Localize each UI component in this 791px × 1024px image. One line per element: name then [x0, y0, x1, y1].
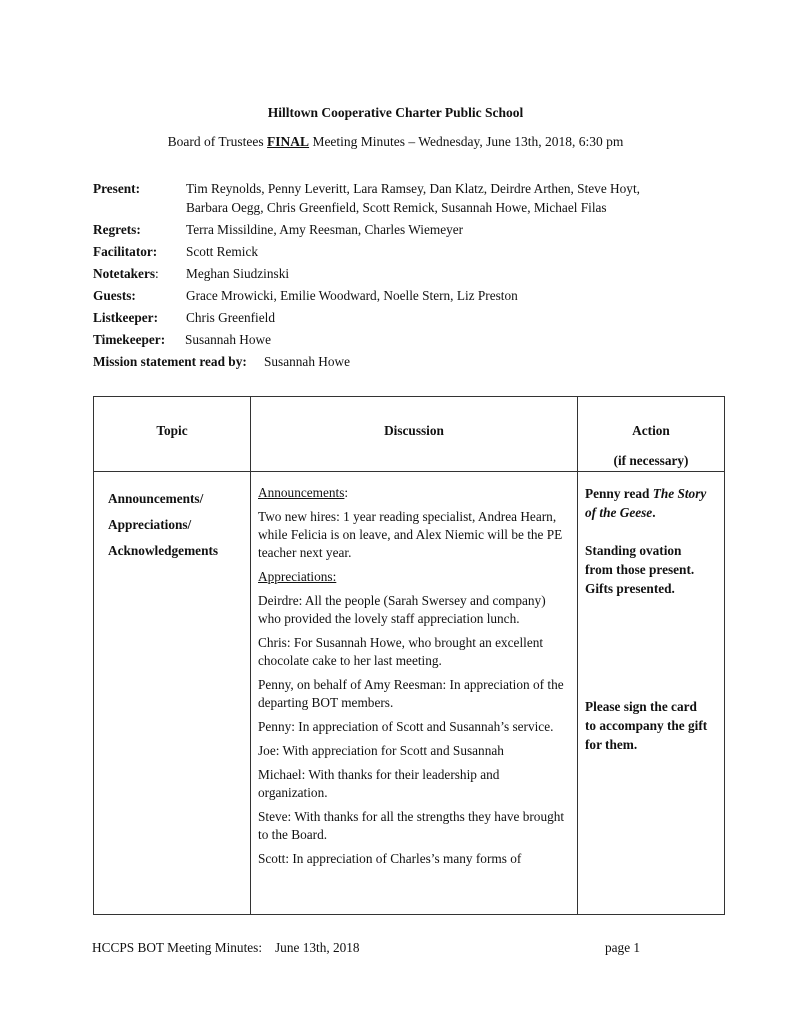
guests-value: Grace Mrowicki, Emilie Woodward, Noelle Stern, Liz Preston [186, 288, 518, 303]
appreciation-item: Deirdre: All the people (Sarah Swersey and company) who provided the lovely staff appreciation lunch. [258, 593, 546, 626]
topic-cell: Announcements/ Appreciations/ Acknowledgements [94, 472, 251, 915]
notetakers-value: Meghan Siudzinski [186, 266, 290, 281]
appreciations-heading: Appreciations: [258, 569, 337, 584]
regrets-label: Regrets: [93, 222, 141, 237]
facilitator-value: Scott Remick [186, 244, 259, 259]
appreciation-item: Chris: For Susannah Howe, who brought an excellent chocolate cake to her last meeting. [258, 635, 544, 668]
meeting-subtitle [0, 134, 791, 150]
mission-label: Mission statement read by: [93, 354, 247, 369]
announcements-heading: Announcements: [258, 485, 349, 500]
present-label: Present: [93, 181, 141, 196]
footer-date: June 13th, 2018 [275, 940, 360, 955]
school-title: Hilltown Cooperative Charter Public School [267, 105, 524, 120]
topic-header: Topic [94, 397, 251, 472]
action-cell [578, 472, 725, 915]
footer-page-number: page 1 [605, 940, 641, 955]
footer-doc-label: HCCPS BOT Meeting Minutes: [92, 940, 263, 955]
announcements-text: Two new hires: 1 year reading specialist, Andrea Hearn, while Felicia is on leave, and Alex Niemic will be the PE teacher next year. [258, 509, 563, 560]
facilitator-label: Facilitator: [93, 244, 158, 259]
regrets-value: Terra Missildine, Amy Reesman, Charles Wiemeyer [186, 222, 464, 237]
action-header: Action (if necessary) [578, 397, 725, 472]
present-line-2: Barbara Oegg, Chris Greenfield, Scott Remick, Susannah Howe, Michael Filas [186, 200, 607, 215]
appreciation-item: Michael: With thanks for their leadership and organization. [258, 767, 500, 800]
ovation-note: Standing ovation from those present. Gifts presented. [585, 543, 695, 596]
appreciation-item: Penny, on behalf of Amy Reesman: In appreciation of the departing BOT members. [258, 677, 564, 710]
table-row [94, 472, 725, 915]
table-header-row [94, 397, 725, 472]
appreciation-item: Steve: With thanks for all the strengths they have brought to the Board. [258, 809, 565, 842]
appreciation-item: Penny: In appreciation of Scott and Susannah’s service. [258, 719, 554, 734]
mission-value: Susannah Howe [264, 354, 351, 369]
sign-card-note: Please sign the card to accompany the gift for them. [585, 699, 708, 752]
appreciation-item: Joe: With appreciation for Scott and Susannah [258, 743, 504, 758]
final-emphasis: FINAL [267, 134, 310, 149]
appreciation-item: Scott: In appreciation of Charles’s many forms of [258, 851, 522, 866]
discussion-cell [251, 472, 578, 915]
timekeeper-value: Susannah Howe [185, 332, 272, 347]
discussion-header: Discussion [251, 397, 578, 472]
present-line-1: Tim Reynolds, Penny Leveritt, Lara Ramsey, Dan Klatz, Deirdre Arthen, Steve Hoyt, [186, 181, 640, 196]
timekeeper-label: Timekeeper: [93, 332, 166, 347]
penny-reading-note: Penny read The Story of the Geese. [585, 486, 707, 520]
listkeeper-label: Listkeeper: [93, 310, 158, 325]
guests-label: Guests: [93, 288, 136, 303]
minutes-table [93, 396, 725, 915]
subtitle-suffix: Meeting Minutes – Wednesday, June 13th, 2018, 6:30 pm [309, 134, 624, 149]
notetakers-label: Notetakers: [93, 266, 159, 281]
subtitle-prefix: Board of Trustees [167, 134, 268, 149]
listkeeper-value: Chris Greenfield [186, 310, 275, 325]
